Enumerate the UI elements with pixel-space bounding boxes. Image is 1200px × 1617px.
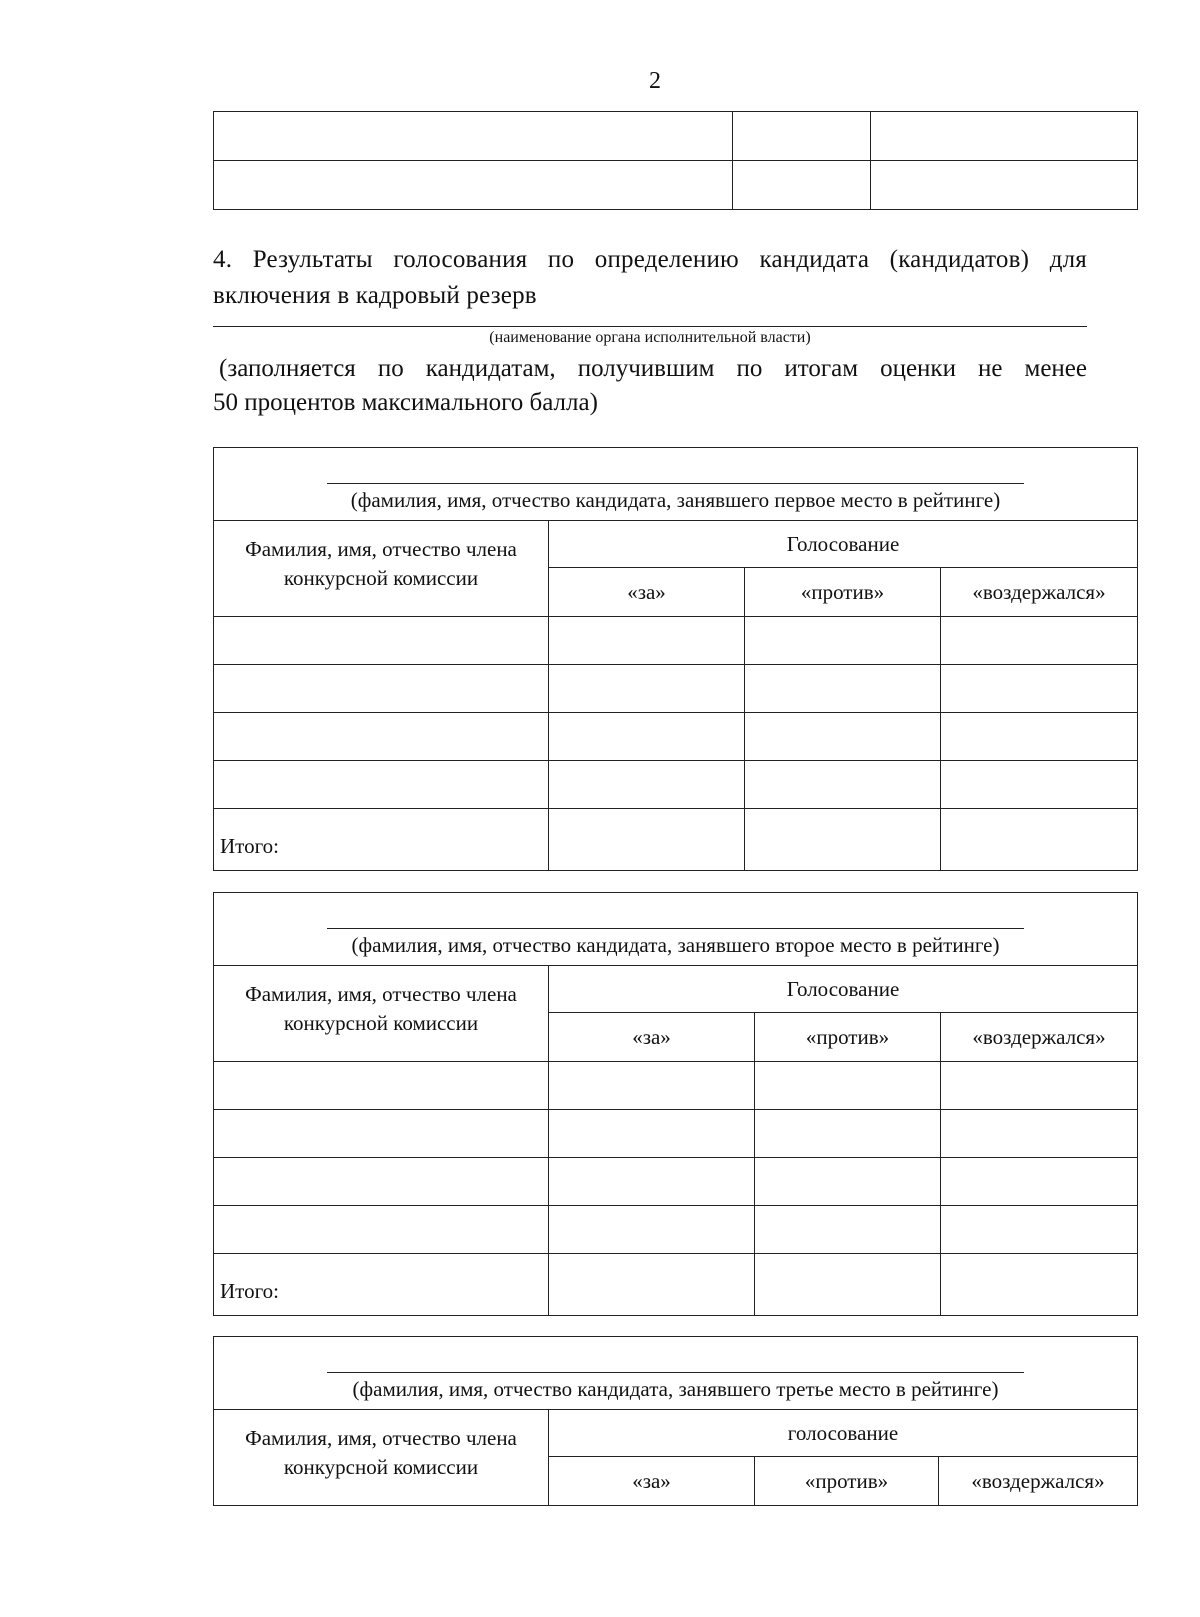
vote-column-header: Голосование (549, 966, 1138, 1013)
vote-cell[interactable] (745, 665, 941, 713)
table-row (214, 713, 1138, 761)
vote-cell[interactable] (941, 1158, 1138, 1206)
table-row (214, 1158, 1138, 1206)
vote-option-against: «против» (755, 1013, 941, 1062)
table-cell[interactable] (733, 112, 871, 161)
section-heading: 4. Результаты голосования по определению кандидата (кандидатов) для включения в кадровый резерв (213, 246, 1087, 309)
member-column-header: Фамилия, имя, отчество члена конкурсной комиссии (214, 966, 549, 1062)
table-row (214, 161, 1138, 210)
vote-cell[interactable] (755, 1062, 941, 1110)
member-column-header: Фамилия, имя, отчество члена конкурсной комиссии (214, 1410, 549, 1506)
total-cell[interactable] (941, 1254, 1138, 1316)
table-cell[interactable] (871, 161, 1138, 210)
vote-cell[interactable] (941, 617, 1138, 665)
org-name-line[interactable] (213, 326, 1087, 327)
candidate-name-line (327, 928, 1024, 929)
vote-cell[interactable] (745, 617, 941, 665)
vote-cell[interactable] (549, 1110, 755, 1158)
member-cell[interactable] (214, 665, 549, 713)
continuation-table (213, 111, 1138, 210)
vote-table-third-place (213, 1336, 1138, 1506)
vote-table-first-place (213, 447, 1138, 871)
vote-cell[interactable] (941, 1206, 1138, 1254)
member-cell[interactable] (214, 713, 549, 761)
vote-table-second-place (213, 892, 1138, 1316)
vote-option-for: «за» (549, 1457, 755, 1506)
table-row (214, 761, 1138, 809)
vote-cell[interactable] (941, 1110, 1138, 1158)
vote-cell[interactable] (941, 761, 1138, 809)
page-number: 2 (649, 68, 661, 94)
fill-instruction-line-1: (заполняется по кандидатам, получившим по итогам оценки не менее (219, 355, 1087, 382)
fill-instruction-line-2: 50 процентов максимального балла) (213, 389, 598, 416)
vote-option-against: «против» (755, 1457, 939, 1506)
candidate-name-line (327, 1372, 1024, 1373)
vote-column-header: Голосование (549, 521, 1138, 568)
table-cell[interactable] (871, 112, 1138, 161)
total-cell[interactable] (941, 809, 1138, 871)
vote-cell[interactable] (941, 713, 1138, 761)
vote-option-against: «против» (745, 568, 941, 617)
vote-cell[interactable] (549, 1062, 755, 1110)
candidate-name-line (327, 483, 1024, 484)
vote-option-abstain: «воздержался» (941, 568, 1138, 617)
member-cell[interactable] (214, 761, 549, 809)
vote-cell[interactable] (755, 1206, 941, 1254)
table-cell[interactable] (214, 112, 733, 161)
fill-instruction (213, 352, 1087, 420)
table-row (214, 1110, 1138, 1158)
member-cell[interactable] (214, 1206, 549, 1254)
candidate-name-cell[interactable] (214, 448, 1138, 521)
candidate-caption: (фамилия, имя, отчество кандидата, занявшего второе место в рейтинге) (351, 933, 1000, 957)
member-cell[interactable] (214, 1062, 549, 1110)
vote-option-for: «за» (549, 1013, 755, 1062)
total-label: Итого: (214, 809, 549, 871)
vote-cell[interactable] (549, 1206, 755, 1254)
vote-cell[interactable] (549, 617, 745, 665)
total-cell[interactable] (745, 809, 941, 871)
member-cell[interactable] (214, 1158, 549, 1206)
vote-cell[interactable] (745, 713, 941, 761)
vote-cell[interactable] (941, 1062, 1138, 1110)
candidate-name-cell[interactable] (214, 893, 1138, 966)
vote-cell[interactable] (941, 665, 1138, 713)
vote-cell[interactable] (549, 761, 745, 809)
total-row (214, 1254, 1138, 1316)
total-cell[interactable] (549, 1254, 755, 1316)
vote-cell[interactable] (755, 1110, 941, 1158)
vote-cell[interactable] (549, 1158, 755, 1206)
table-row (214, 1206, 1138, 1254)
vote-cell[interactable] (755, 1158, 941, 1206)
member-cell[interactable] (214, 1110, 549, 1158)
member-column-header: Фамилия, имя, отчество члена конкурсной комиссии (214, 521, 549, 617)
vote-cell[interactable] (549, 713, 745, 761)
total-cell[interactable] (549, 809, 745, 871)
table-row (214, 665, 1138, 713)
candidate-caption: (фамилия, имя, отчество кандидата, занявшего третье место в рейтинге) (352, 1377, 999, 1401)
vote-option-abstain: «воздержался» (941, 1013, 1138, 1062)
table-cell[interactable] (214, 161, 733, 210)
vote-cell[interactable] (549, 665, 745, 713)
member-cell[interactable] (214, 617, 549, 665)
table-row (214, 1062, 1138, 1110)
total-cell[interactable] (755, 1254, 941, 1316)
total-label: Итого: (214, 1254, 549, 1316)
total-row (214, 809, 1138, 871)
org-name-caption: (наименование органа исполнительной власти) (489, 329, 811, 346)
candidate-name-cell[interactable] (214, 1337, 1138, 1410)
table-row (214, 112, 1138, 161)
vote-column-header: голосование (549, 1410, 1138, 1457)
table-cell[interactable] (733, 161, 871, 210)
vote-option-abstain: «воздержался» (939, 1457, 1138, 1506)
candidate-caption: (фамилия, имя, отчество кандидата, занявшего первое место в рейтинге) (350, 488, 1001, 512)
table-row (214, 617, 1138, 665)
vote-option-for: «за» (549, 568, 745, 617)
vote-cell[interactable] (745, 761, 941, 809)
